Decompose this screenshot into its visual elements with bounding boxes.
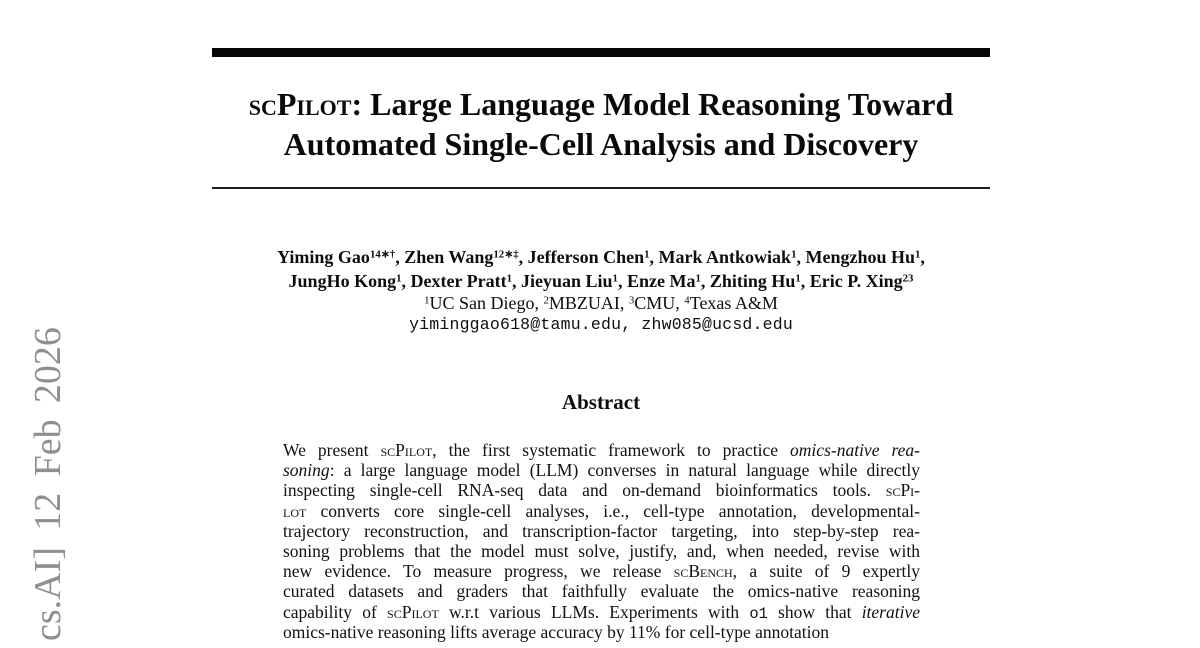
paper-title-line-2: Automated Single-Cell Analysis and Discovery: [283, 126, 919, 162]
paper-content-column: [212, 0, 990, 648]
affiliations: $^1$UC San Diego, $^2$MBZUAI, $^3$CMU, $^4$Texas A&M: [424, 293, 778, 313]
abstract-line: new evidence. To measure progress, we release scBench, a suite of 9 expertly: [283, 561, 920, 582]
abstract-line: trajectory reconstruction, and transcription-factor targeting, into step-by-step rea-: [283, 520, 920, 541]
abstract-line: We present scPilot, the first systematic framework to practice omics-native rea-: [283, 440, 920, 460]
abstract-line: inspecting single-cell RNA-seq data and on-demand bioinformatics tools. scPi-: [283, 480, 920, 501]
top-rule: [212, 48, 990, 57]
abstract-line: soning problems that the model must solve, justify, and, when needed, revise with: [283, 540, 920, 561]
title-rule: [212, 187, 990, 189]
abstract-line: omics-native reasoning lifts average accuracy by 11% for cell-type annotation: [283, 621, 830, 642]
abstract-line: capability of scPilot w.r.t various LLMs. Experiments with o1 show that iterative: [283, 601, 920, 622]
paper-title: [212, 84, 990, 164]
paper-title-line-1: scPilot: Large Language Model Reasoning Toward: [248, 86, 954, 122]
abstract-text: [283, 440, 920, 642]
author-line-1: Yiming Gao$^{14∗\dagger}$, Zhen Wang$^{12∗\ddagger}$, Jefferson Chen$^1$, Mark Antkowiak$^1$, Mengzhou Hu$^1$,: [277, 247, 925, 267]
abstract-heading: Abstract: [561, 390, 641, 414]
author-line-2: JungHo Kong$^1$, Dexter Pratt$^1$, Jieyuan Liu$^1$, Enze Ma$^1$, Zhiting Hu$^1$, Eric P. Xing$^{23}$: [288, 271, 914, 291]
abstract-line: curated datasets and graders that faithfully evaluate the omics-native reasoning: [283, 581, 920, 602]
author-list: [212, 245, 990, 293]
abstract-line: lot converts core single-cell analyses, i.e., cell-type annotation, developmental-: [283, 500, 920, 521]
contact-emails: yiminggao618@tamu.edu, zhw085@ucsd.edu: [409, 315, 793, 334]
abstract-line: soning: a large language model (LLM) converses in natural language while directly: [283, 460, 920, 481]
arxiv-watermark: cs.AI] 12 Feb 2026: [27, 327, 69, 641]
